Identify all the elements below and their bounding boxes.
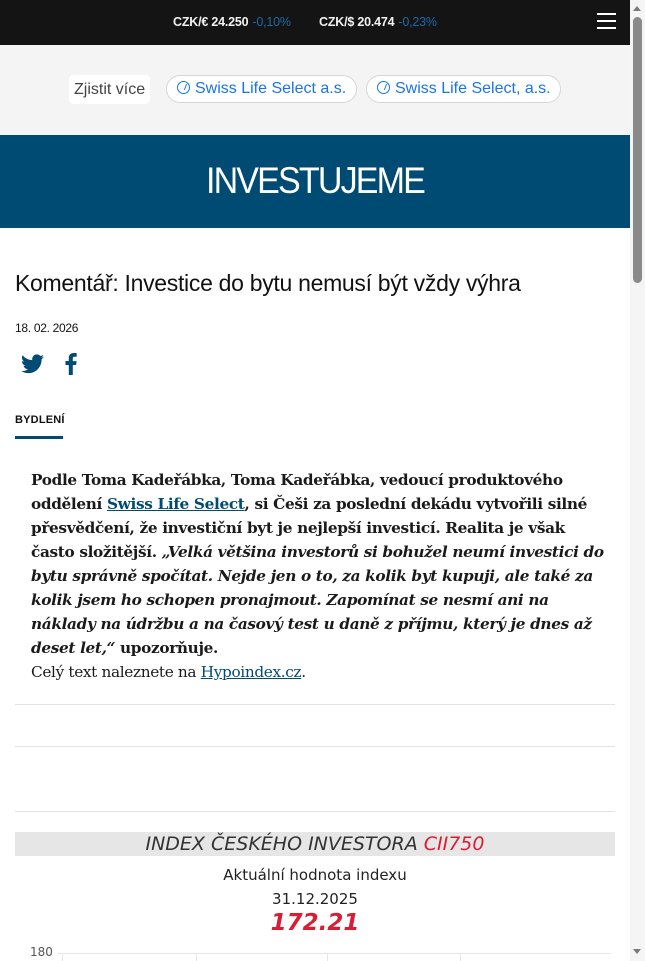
ad-chip-swiss-life-1[interactable] <box>166 75 357 103</box>
source-prefix: Celý text naleznete na <box>31 663 201 681</box>
rate-usd <box>319 15 437 29</box>
ad-chip-label: Swiss Life Select, a.s. <box>395 80 551 97</box>
learn-more-label[interactable]: Zjistit více <box>69 75 150 104</box>
chart-gridline-v <box>460 953 461 961</box>
hypoindex-link[interactable]: Hypoindex.cz <box>200 663 302 681</box>
bolt-circle-icon <box>177 81 190 94</box>
chart-gridline-v <box>327 953 328 961</box>
source-suffix: . <box>301 663 306 681</box>
index-title-text: INDEX ČESKÉHO INVESTORA <box>145 833 424 855</box>
article-title: Komentář: Investice do bytu nemusí být vždy výhra <box>15 270 521 296</box>
article-body <box>31 468 609 684</box>
site-logo[interactable]: INVESTUJEME <box>205 160 425 201</box>
divider <box>15 704 615 705</box>
category-underline <box>15 436 63 439</box>
lead-text-cont: , si Češi za poslední dekádu vytvořili silné přesvědčení, že investiční byt je nejlepší investicí. Realita je však často složitější. <box>31 495 588 561</box>
index-code: CII750 <box>423 833 485 855</box>
ad-chip-swiss-life-2[interactable] <box>366 75 561 103</box>
rate-eur-value: CZK/€ 24.250 <box>173 15 249 29</box>
rate-eur-change: -0,10% <box>252 15 291 29</box>
chart-gridline <box>58 953 611 954</box>
lead-text: Podle Toma Kadeřábka, Toma Kadeřábka, vedoucí produktového oddělení <box>31 471 563 513</box>
quote-text: „Velká většina investorů si bohužel neumí investici do bytu správně spočítat. Nejde jen o to, za kolik byt kupuji, ale také za kolik jsem ho schopen pronajmout. Zapomínat se nesmí ani na náklady na údržbu a na časový test u daně z příjmu, který je dnes až deset let,“ <box>31 543 604 657</box>
category-tab-bydleni[interactable]: BYDLENÍ <box>15 414 65 426</box>
index-date: 31.12.2025 <box>272 890 358 908</box>
hamburger-menu-icon[interactable] <box>597 13 616 30</box>
index-value: 172.21 <box>270 910 360 936</box>
rate-usd-value: CZK/$ 20.474 <box>319 15 395 29</box>
chart-y-axis-label: 180 <box>30 945 53 959</box>
rate-usd-change: -0,23% <box>398 15 437 29</box>
scroll-down-arrow-icon[interactable] <box>633 949 641 954</box>
bolt-circle-icon <box>377 81 390 94</box>
index-current-label: Aktuální hodnota indexu <box>223 866 407 884</box>
article-date: 18. 02. 2026 <box>15 321 79 335</box>
twitter-icon[interactable] <box>21 354 44 374</box>
quote-attribution: upozorňuje. <box>115 639 218 657</box>
chart-gridline-v <box>62 953 63 961</box>
chart-gridline-v <box>196 953 197 961</box>
divider <box>15 811 615 812</box>
facebook-icon[interactable] <box>64 353 78 375</box>
ad-chip-label: Swiss Life Select a.s. <box>195 80 347 97</box>
scrollbar-thumb[interactable] <box>633 17 642 283</box>
scroll-up-arrow-icon[interactable] <box>633 6 641 11</box>
rate-eur <box>173 15 291 29</box>
divider <box>15 746 615 747</box>
swiss-life-select-link[interactable]: Swiss Life Select <box>106 495 245 513</box>
currency-bar <box>0 0 630 45</box>
index-widget-title <box>15 832 615 856</box>
